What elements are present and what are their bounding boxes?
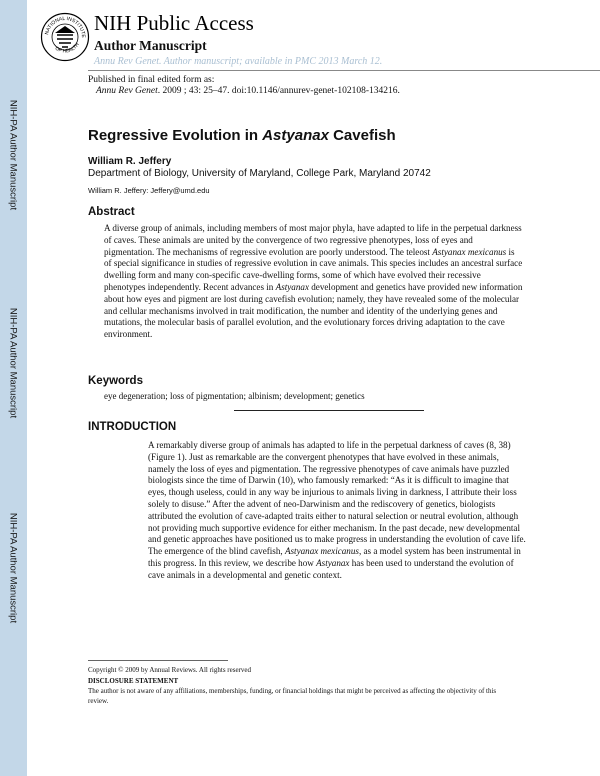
article-title [88,127,396,144]
author-affiliation: Department of Biology, University of Maryland, College Park, Maryland 20742 [88,168,431,179]
nih-public-access-title: NIH Public Access [94,11,254,35]
author-email: William R. Jeffery: Jeffery@umd.edu [88,186,210,195]
citation-journal: Annu Rev Genet [96,86,158,96]
abstract-heading: Abstract [88,206,135,218]
header-rule [88,70,600,71]
disclosure-heading: DISCLOSURE STATEMENT [88,677,179,685]
abstract-text: A diverse group of animals, including members of most major phyla, have adapted to life in the perpetual darkness of caves. These animals are united by the convergence of two regressive phenotypes, loss of eyes and pigmentation. The mechanisms of regressive evolution are poorly understood. The teleost Astyanax mexicanus is of special significance in studies of regressive evolution in cave animals. This species includes an ancestral surface dwelling form and many con-specific cave-dwelling forms, some of which have evolved their recessive phenotypes independently. Recent advances in Astyanax development and genetics have provided new information about how eyes and pigment are lost during cavefish evolution; namely, they have revealed some of the molecular and cellular mechanisms involved in trait modification, the number and identity of the underlying genes and mutations, the molecular basis of parallel evolution, and the evolutionary forces driving adaptation to the cave environment. [104,223,523,340]
copyright-notice: Copyright © 2009 by Annual Reviews. All rights reserved [88,666,251,674]
availability-note: Annu Rev Genet. Author manuscript; available in PMC 2013 March 12. [94,56,383,67]
sidebar-strip [0,0,27,776]
published-label: Published in final edited form as: [88,75,215,85]
keywords-heading: Keywords [88,375,143,387]
title-part-1: Regressive Evolution in [88,127,263,144]
title-part-2: Cavefish [328,127,396,144]
author-name: William R. Jeffery [88,156,172,167]
sidebar-label-2: NIH-PA Author Manuscript [7,307,19,419]
keywords-list: eye degeneration; loss of pigmentation; albinism; development; genetics [104,391,365,401]
nih-seal-logo [40,12,90,62]
title-species: Astyanax [262,127,329,144]
citation [96,86,400,96]
introduction-heading: INTRODUCTION [88,421,177,433]
seal-text-bottom: OF HEALTH [53,41,81,55]
section-divider [234,410,424,411]
sidebar-label-3: NIH-PA Author Manuscript [7,512,19,624]
citation-details: . 2009 ; 43: 25–47. doi:10.1146/annurev-genet-102108-134216. [157,86,400,96]
introduction-text: A remarkably diverse group of animals has adapted to life in the perpetual darkness of caves (8, 38) (Figure 1). Just as remarkable are the convergent phenotypes that have evolved in these animals, namely the loss of eyes and pigmentation. The regressive phenotypes of cave animals have puzzled biologists since the time of Darwin (10), who famously remarked: “As it is difficult to imagine that eyes, though useless, could in any way be injurious to animals living in darkness, I attribute their loss solely to disuse.” After the advent of neo-Darwinism and the rediscovery of genetics, biologists attributed the evolution of cave-adapted traits either to natural selection or neutral evolution, although not providing much supportive evidence for either mechanism. In the past decade, new developmental and genetic approaches have positioned us to make progress in understanding the evolution of cave life. The emergence of the blind cavefish, Astyanax mexicanus, as a model system has been instrumental in this progress. In this review, we describe how Astyanax has been used to understand the evolution of cave animals in a developmental and genetic context. [148,440,526,580]
sidebar-label-1: NIH-PA Author Manuscript [7,99,19,211]
seal-text-top: NATIONAL INSTITUTE [44,15,87,38]
author-manuscript-label: Author Manuscript [94,38,207,53]
disclosure-text: The author is not aware of any affiliations, memberships, funding, or financial holdings that might be perceived as affecting the objectivity of this review. [88,687,497,705]
footnote-rule [88,660,228,661]
